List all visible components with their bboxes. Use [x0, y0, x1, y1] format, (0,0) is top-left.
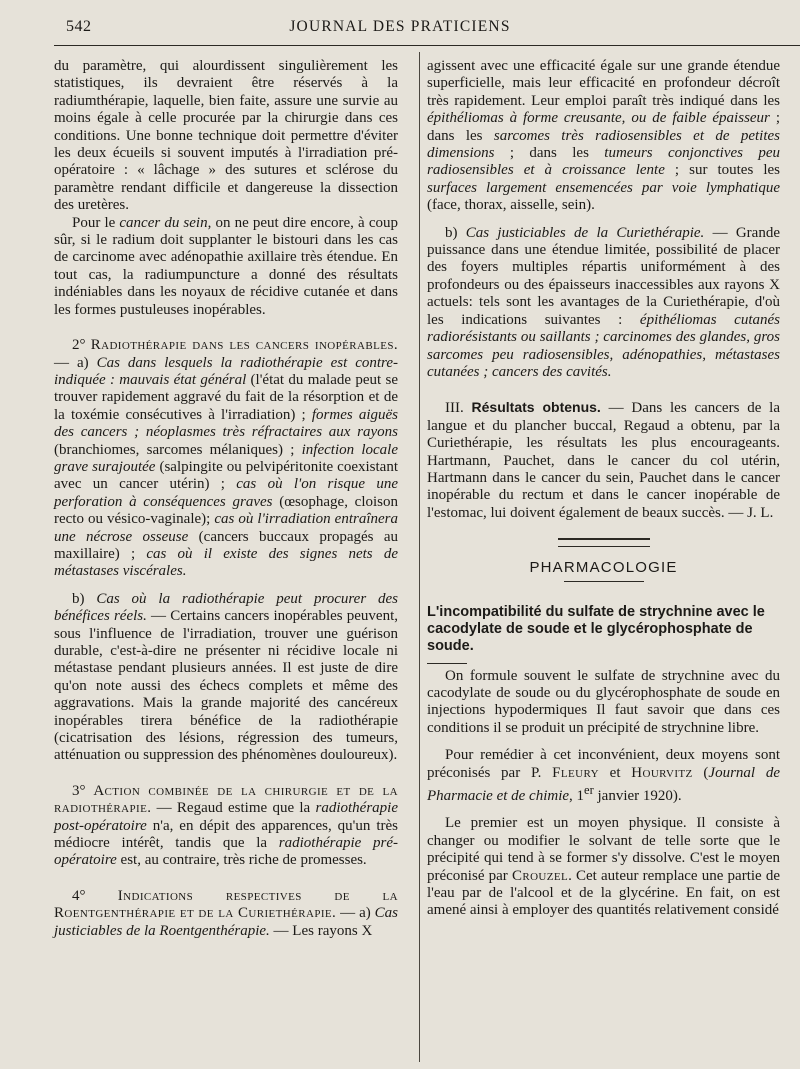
article-title-rule: [427, 663, 467, 664]
column-divider: [419, 52, 420, 1062]
journal-title: JOURNAL DES PRATICIENS: [289, 18, 511, 35]
paragraph-moyen-physique: Le premier est un moyen physique. Il consiste à changer ou modifier le solvant de telle sorte que le précipité qui tend à se former s'y dissolve. C'est le moyen préconisé par Crouzel. Cet auteur remplace une partie de l'eau par de l'alcool et de la glycérine. En fait, on est amené ainsi à employer des quantités relativement considé: [427, 815, 780, 919]
paragraph-rayons-x: agissent avec une efficacité égale sur une grande étendue superficielle, mais leur efficacité en profondeur décroît très rapidement. Leur emploi paraît très indiqué dans les épithéliomas à forme creusante, ou de faible épaisseur ; dans les sarcomes très radiosensibles et de petites dimensions ; dans les tumeurs conjonctives peu radiosensibles et à croissance lente ; sur toutes les surfaces largement ensemencées par voie lymphatique (face, thorax, aisselle, sein).: [427, 58, 780, 214]
ornament-rule-top: [558, 538, 650, 547]
page-number: 542: [66, 18, 92, 35]
article-title: L'incompatibilité du sulfate de strychnine avec le cacodylate de soude et le glycérophosphate de soude.: [427, 603, 765, 654]
right-column: [427, 58, 780, 920]
page-header: [0, 18, 800, 42]
section-resultats-obtenus: III. Résultats obtenus. — Dans les cancers de la langue et du plancher buccal, Regaud a obtenu, par la Curiethérapie, les résultats les plus encourageants. Hartmann, Pauchet, dans le cancer du col utérin, Hartmann dans le cancer du sein, Pauchet dans le cancer inopérable du rectum et dans le cancer inopérable de l'estomac, lui doivent également de beaux succès. — J. L.: [427, 399, 780, 521]
section-heading: Résultats obtenus.: [471, 399, 601, 416]
ornament-rule-bottom: [564, 581, 644, 582]
section-heading: Action combinée de la chirurgie et de la radiothérapie.: [54, 782, 398, 817]
section-indications-respectives: 4° Indications respectives de la Roentgenthérapie et de la Curiethérapie. — a) Cas justiciables de la Roentgenthérapie. — Les rayons X: [54, 887, 399, 939]
paragraph-parametre: du paramètre, qui alourdissent singulièrement les statistiques, ils devraient être réservés à la radiumthérapie, laquelle, bien faite, assure une survie au moins égale à celle procurée par la chirurgie dans ces conditions. Une bonne technique doit permettre d'éviter les deux écueils si souvent imputés à l'irradiation pré-opératoire : « lâchage » des sutures et sclérose du paramètre rendant difficile et dangereuse la dissection des uretères.: [54, 58, 398, 214]
paragraph-cancer-sein: Pour le cancer du sein, on ne peut dire encore, à coup sûr, si le radium doit supplanter le bistouri dans les cas de carcinome avec adénopathie axillaire très étendue. En tout cas, la radiumpuncture a donné des résultats indéniables dans les noyaux de récidive cutanée et dans les formes pustuleuses inopérables.: [54, 214, 398, 318]
left-column: [54, 58, 398, 940]
paragraph-benefices-reels: b) Cas où la radiothérapie peut procurer des bénéfices réels. — Certains cancers inopérables peuvent, sous l'influence de l'irradiation, trouver une guérison durable, c'est-à-dire ne présenter ni récidive locale ni métastase pendant plusieurs années. Il est juste de dire qu'on note aussi des échecs complets et même des aggravations. Mais la grande majorité des cancéreux inopérables tirera bénéfice de la radiothérapie (cicatrisation des lésions, régression des tumeurs, atténuation ou suppression des phénomènes douloureux).: [54, 590, 398, 764]
paragraph-remedier: Pour remédier à cet inconvénient, deux moyens sont préconisés par P. Fleury et Hourvitz (Journal de Pharmacie et de chimie, 1er janvier 1920).: [427, 747, 780, 804]
section-radiotherapie-inoperables: 2° Radiothérapie dans les cancers inopérables. — a) Cas dans lesquels la radiothérapie est contre-indiquée : mauvais état général (l'état du malade peut se trouver rapidement aggravé du fait de la résorption et de la toxémie consécutives à l'irradiation) ; formes aiguës des cancers ; néoplasmes très réfractaires aux rayons (branchiomes, sarcomes mélaniques) ; infection locale grave surajoutée (salpingite ou pelvipéritonite coexistant avec un cancer utérin) ; cas où l'on risque une perforation à conséquences graves (œsophage, cloison recto ou vésico-vaginale); cas où l'irradiation entraînera une nécrose osseuse (cancers buccaux propagés au maxillaire) ; cas où il existe des signes nets de métastases viscérales.: [54, 337, 399, 580]
section-action-combinee: 3° Action combinée de la chirurgie et de la radiothérapie. — Regaud estime que la radiothérapie post-opératoire n'a, en dépit des apparences, qu'un très médiocre intérêt, tandis que la radiothérapie pré-opératoire est, au contraire, très riche de promesses.: [54, 782, 399, 869]
paragraph-formule: On formule souvent le sulfate de strychnine avec du cacodylate de soude ou du glycérophosphate de soude en injections hypodermiques Il faut savoir que dans ces conditions il se produit un précipité de strychnine libre.: [427, 667, 780, 736]
section-pharmacologie: [427, 538, 780, 581]
section-heading: Radiothérapie dans les cancers inopérables.: [90, 337, 398, 354]
paragraph-curietherapie: b) Cas justiciables de la Curiethérapie. — Grande puissance dans une étendue limitée, possibilité de placer des foyers multiples répartis uniformément à des profondeurs ou des épaisseurs inaccessibles aux rayons X actuels: tels sont les avantages de la Curiethérapie, d'où les indications suivantes : épithéliomas cutanés radiorésistants ou saillants ; carcinomes des glandes, gros sarcomes peu radiosensibles, adénopathies, métastases cutanées ; cancers des cavités.: [427, 224, 780, 380]
section-heading: Indications respectives de la Roentgenthérapie et de la Curiethérapie.: [54, 887, 398, 922]
header-rule: [54, 45, 800, 46]
section-title: PHARMACOLOGIE: [529, 559, 678, 577]
